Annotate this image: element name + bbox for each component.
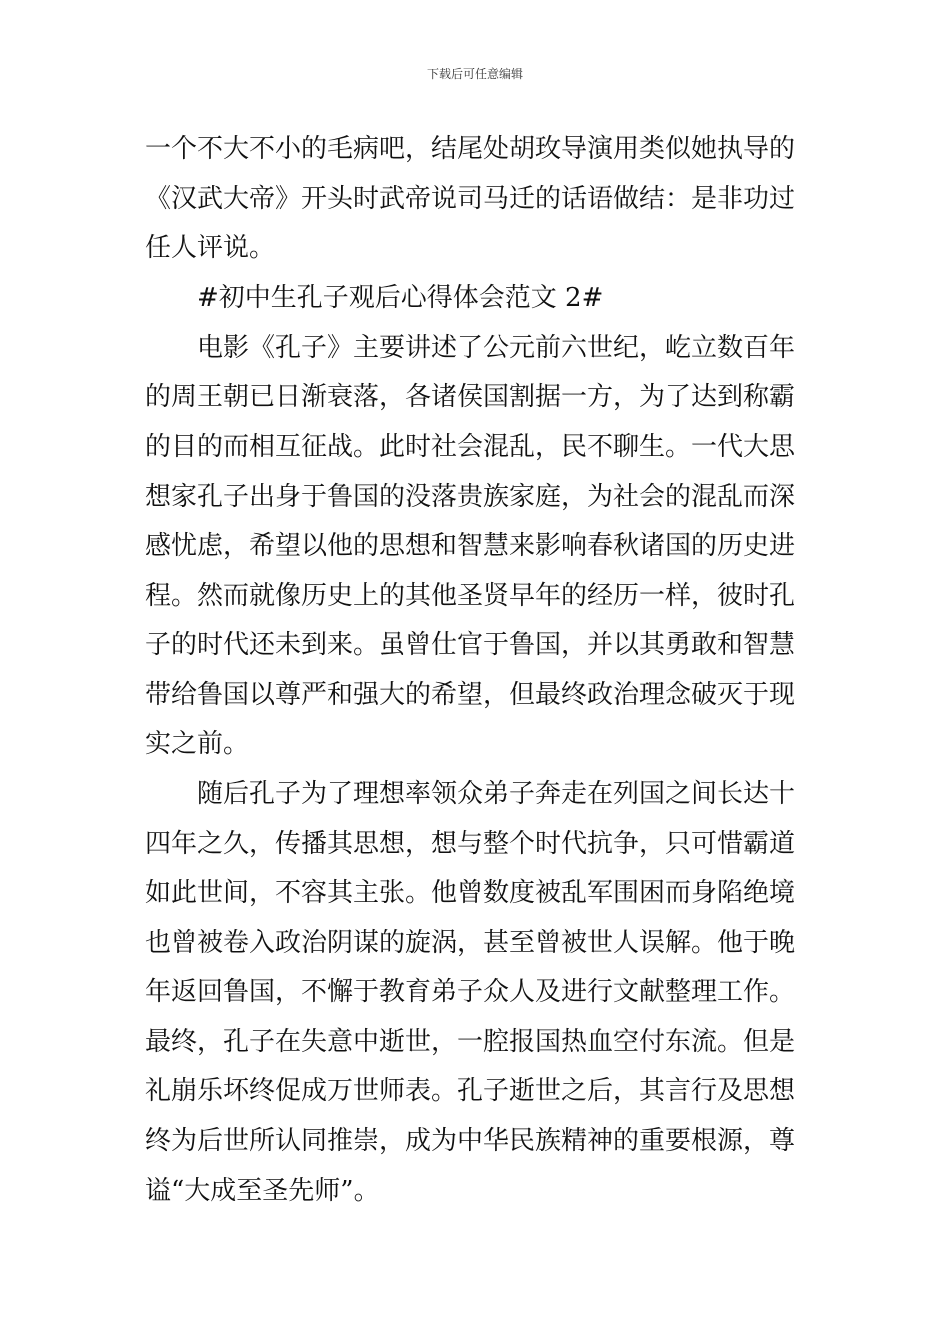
text-line: 想家孔子出身于鲁国的没落贵族家庭，为社会的混乱而深 bbox=[145, 482, 796, 512]
section-heading: #初中生孔子观后心得体会范文 2# bbox=[197, 283, 604, 313]
text-line: 年返回鲁国，不懈于教育弟子众人及进行文献整理工作。 bbox=[145, 977, 796, 1007]
text-line: 任人评说。 bbox=[145, 233, 276, 263]
text-line: 最终，孔子在失意中逝世，一腔报国热血空付东流。但是 bbox=[145, 1027, 796, 1057]
text-line: 谥“大成至圣先师”。 bbox=[145, 1176, 380, 1206]
text-line: 也曾被卷入政治阴谋的旋涡，甚至曾被世人误解。他于晚 bbox=[145, 928, 796, 958]
text-line: 带给鲁国以尊严和强大的希望，但最终政治理念破灭于现 bbox=[145, 680, 796, 710]
text-line: 《汉武大帝》开头时武帝说司马迁的话语做结：是非功过 bbox=[145, 184, 796, 214]
text-line: 一个不大不小的毛病吧，结尾处胡玫导演用类似她执导的 bbox=[145, 134, 796, 164]
text-line: 子的时代还未到来。虽曾仕官于鲁国，并以其勇敢和智慧 bbox=[145, 630, 796, 660]
text-line: 的周王朝已日渐衰落，各诸侯国割据一方，为了达到称霸 bbox=[145, 382, 796, 412]
text-line: 终为后世所认同推崇，成为中华民族精神的重要根源，尊 bbox=[145, 1126, 796, 1156]
text-line: 感忧虑，希望以他的思想和智慧来影响春秋诸国的历史进 bbox=[145, 531, 796, 561]
text-line: 四年之久，传播其思想，想与整个时代抗争，只可惜霸道 bbox=[145, 829, 796, 859]
text-line: 程。然而就像历史上的其他圣贤早年的经历一样，彼时孔 bbox=[145, 581, 796, 611]
text-line: 实之前。 bbox=[145, 729, 250, 759]
text-line: 随后孔子为了理想率领众弟子奔走在列国之间长达十 bbox=[197, 779, 796, 809]
text-line: 如此世间，不容其主张。他曾数度被乱军围困而身陷绝境 bbox=[145, 878, 796, 908]
text-line: 电影《孔子》主要讲述了公元前六世纪，屹立数百年 bbox=[197, 333, 796, 363]
text-line: 的目的而相互征战。此时社会混乱，民不聊生。一代大思 bbox=[145, 432, 796, 462]
text-line: 礼崩乐坏终促成万世师表。孔子逝世之后，其言行及思想 bbox=[145, 1076, 796, 1106]
page-header-note: 下载后可任意编辑 bbox=[426, 67, 523, 81]
